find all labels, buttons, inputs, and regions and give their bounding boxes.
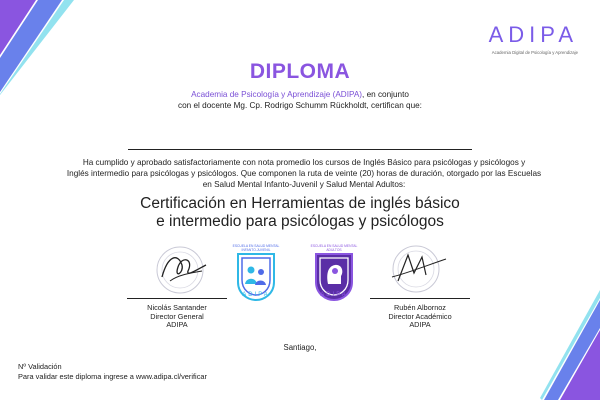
right-signatory bbox=[360, 304, 480, 330]
intro-line-1 bbox=[0, 90, 600, 99]
right-signature-line bbox=[370, 298, 470, 299]
adipa-logo-subtitle: Academia Digital de Psicología y Aprendizaje bbox=[491, 50, 578, 55]
left-signature-line bbox=[127, 298, 227, 299]
right-badge-text: ADIPA bbox=[320, 292, 348, 298]
diploma-title: DIPLOMA bbox=[249, 60, 351, 83]
right-signatory-name: Rubén Albornoz bbox=[394, 303, 446, 312]
adipa-logo: ADIPA bbox=[488, 22, 578, 47]
left-signatory bbox=[117, 304, 237, 330]
place: Santiago, bbox=[283, 343, 317, 352]
left-badge-label: ESCUELA EN SALUD MENTAL INFANTO-JUVENIL bbox=[232, 244, 280, 252]
left-badge-text: ADIPA bbox=[242, 292, 270, 298]
body-line-2: Inglés intermedio para psicólogas y psicólogos. Que componen la ruta de veinte (20) horas de duración, otorgado por las Escuelas bbox=[66, 169, 542, 178]
validation-label: Nº Validación bbox=[18, 362, 62, 371]
body-line-1: Ha cumplido y aprobado satisfactoriamente con nota promedio los cursos de Inglés Básico para psicólogas y psicólogos y bbox=[82, 158, 526, 167]
right-signatory-org: ADIPA bbox=[409, 320, 431, 330]
academy-name: Academia de Psicología y Aprendizaje (ADIPA) bbox=[191, 90, 363, 99]
recipient-name-line bbox=[128, 149, 472, 150]
left-signature-seal bbox=[148, 245, 218, 295]
body-line-3: en Salud Mental Infanto-Juvenil y Salud Mental Adultos: bbox=[202, 180, 406, 189]
certification-line-2: e intermedio para psicólogas y psicólogos bbox=[156, 213, 444, 230]
certification-line-1: Certificación en Herramientas de inglés básico bbox=[140, 195, 460, 212]
right-signature-seal bbox=[378, 243, 453, 295]
right-signatory-role: Director Académico bbox=[388, 311, 452, 321]
left-signatory-name: Nicolás Santander bbox=[147, 303, 207, 312]
left-signatory-org: ADIPA bbox=[166, 320, 188, 330]
validation-text: Para validar este diploma ingrese a www.adipa.cl/verificar bbox=[18, 372, 207, 381]
intro-line-2: con el docente Mg. Cp. Rodrigo Schumm Rückholdt, certifican que: bbox=[178, 101, 422, 110]
left-signatory-role: Director General bbox=[150, 311, 204, 321]
right-badge-label: ESCUELA EN SALUD MENTAL ADULTOS bbox=[310, 244, 358, 252]
intro-line-1-suffix: , en conjunto bbox=[362, 90, 409, 99]
